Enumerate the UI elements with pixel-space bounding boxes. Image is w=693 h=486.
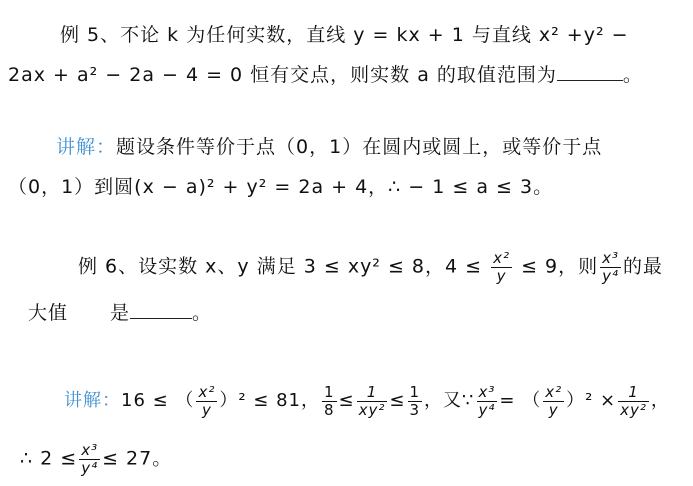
s6-f: = （	[499, 390, 542, 411]
fraction-x2-over-y	[196, 384, 217, 418]
fraction-x3-over-y4	[600, 250, 621, 284]
s6-l2a: ∴ 2 ≤	[20, 447, 78, 470]
numerator: 1	[357, 384, 388, 402]
fraction-1-over-xy2	[357, 384, 388, 418]
s6-h: ，	[650, 390, 670, 411]
fraction-1-over-xy2	[618, 384, 649, 418]
example6-text-is: 是	[110, 302, 131, 324]
numerator: x²	[493, 249, 511, 267]
example6-text-c: 的最	[623, 255, 664, 278]
solution6-line1	[64, 384, 670, 418]
example6-line2	[28, 304, 212, 323]
denominator: xy²	[358, 400, 386, 419]
denominator: y	[496, 266, 507, 285]
solution-label: 讲解：	[56, 136, 117, 158]
solution5-line2: （0，1）到圆(x − a)² + y² = 2a + 4，∴ − 1 ≤ a ≤ 3。	[8, 176, 554, 198]
denominator: y⁴	[478, 400, 496, 419]
denominator: y	[548, 400, 559, 419]
solution5-line1	[56, 138, 602, 157]
fraction-x3-over-y4	[477, 384, 498, 418]
numerator: x²	[198, 383, 216, 401]
fraction-x2-over-y	[491, 250, 512, 284]
numerator: x³	[602, 249, 620, 267]
denominator: 8	[323, 400, 335, 419]
fraction-x3-over-y4	[79, 442, 100, 476]
example6-text-b: ≤ 9，则	[521, 255, 599, 278]
solution-label: 讲解：	[64, 390, 121, 411]
s6-g: ）² ×	[566, 390, 617, 411]
period: 。	[622, 64, 643, 86]
numerator: x³	[478, 383, 496, 401]
fraction-1-over-8	[322, 384, 337, 418]
s6-d: ≤	[389, 390, 406, 411]
numerator: 1	[323, 383, 335, 401]
s6-l2b: ≤ 27。	[102, 447, 173, 470]
numerator: x³	[81, 441, 99, 459]
numerator: 1	[618, 384, 649, 402]
numerator: x²	[545, 383, 563, 401]
denominator: y⁴	[81, 458, 99, 477]
denominator: y⁴	[602, 266, 620, 285]
example6-line1	[78, 250, 663, 284]
period: 。	[192, 302, 213, 324]
denominator: 3	[409, 400, 421, 419]
denominator: y	[201, 400, 212, 419]
denominator: xy²	[620, 400, 647, 419]
s6-b: ）² ≤ 81，	[219, 390, 320, 411]
s6-a: 16 ≤ （	[121, 390, 195, 411]
s6-c: ≤	[338, 390, 355, 411]
fraction-x2-over-y	[543, 384, 564, 418]
answer-blank	[557, 80, 623, 81]
example5-line2	[8, 66, 643, 85]
solution5-text1: 题设条件等价于点（0，1）在圆内或圆上，或等价于点	[116, 136, 603, 158]
s6-e: ，又∵	[424, 390, 475, 411]
example5-line2-text: 2ax + a² − 2a − 4 = 0 恒有交点，则实数 a 的取值范围为	[8, 64, 557, 86]
solution6-line2	[20, 442, 172, 476]
fraction-1-over-3	[408, 384, 423, 418]
numerator: 1	[409, 383, 421, 401]
example6-text-a: 例 6、设实数 x、y 满足 3 ≤ xy² ≤ 8，4 ≤	[78, 255, 483, 278]
example6-text-max: 大值	[28, 302, 69, 324]
example5-line1: 例 5、不论 k 为任何实数，直线 y = kx + 1 与直线 x² +y² −	[60, 24, 629, 46]
answer-blank	[130, 318, 192, 319]
